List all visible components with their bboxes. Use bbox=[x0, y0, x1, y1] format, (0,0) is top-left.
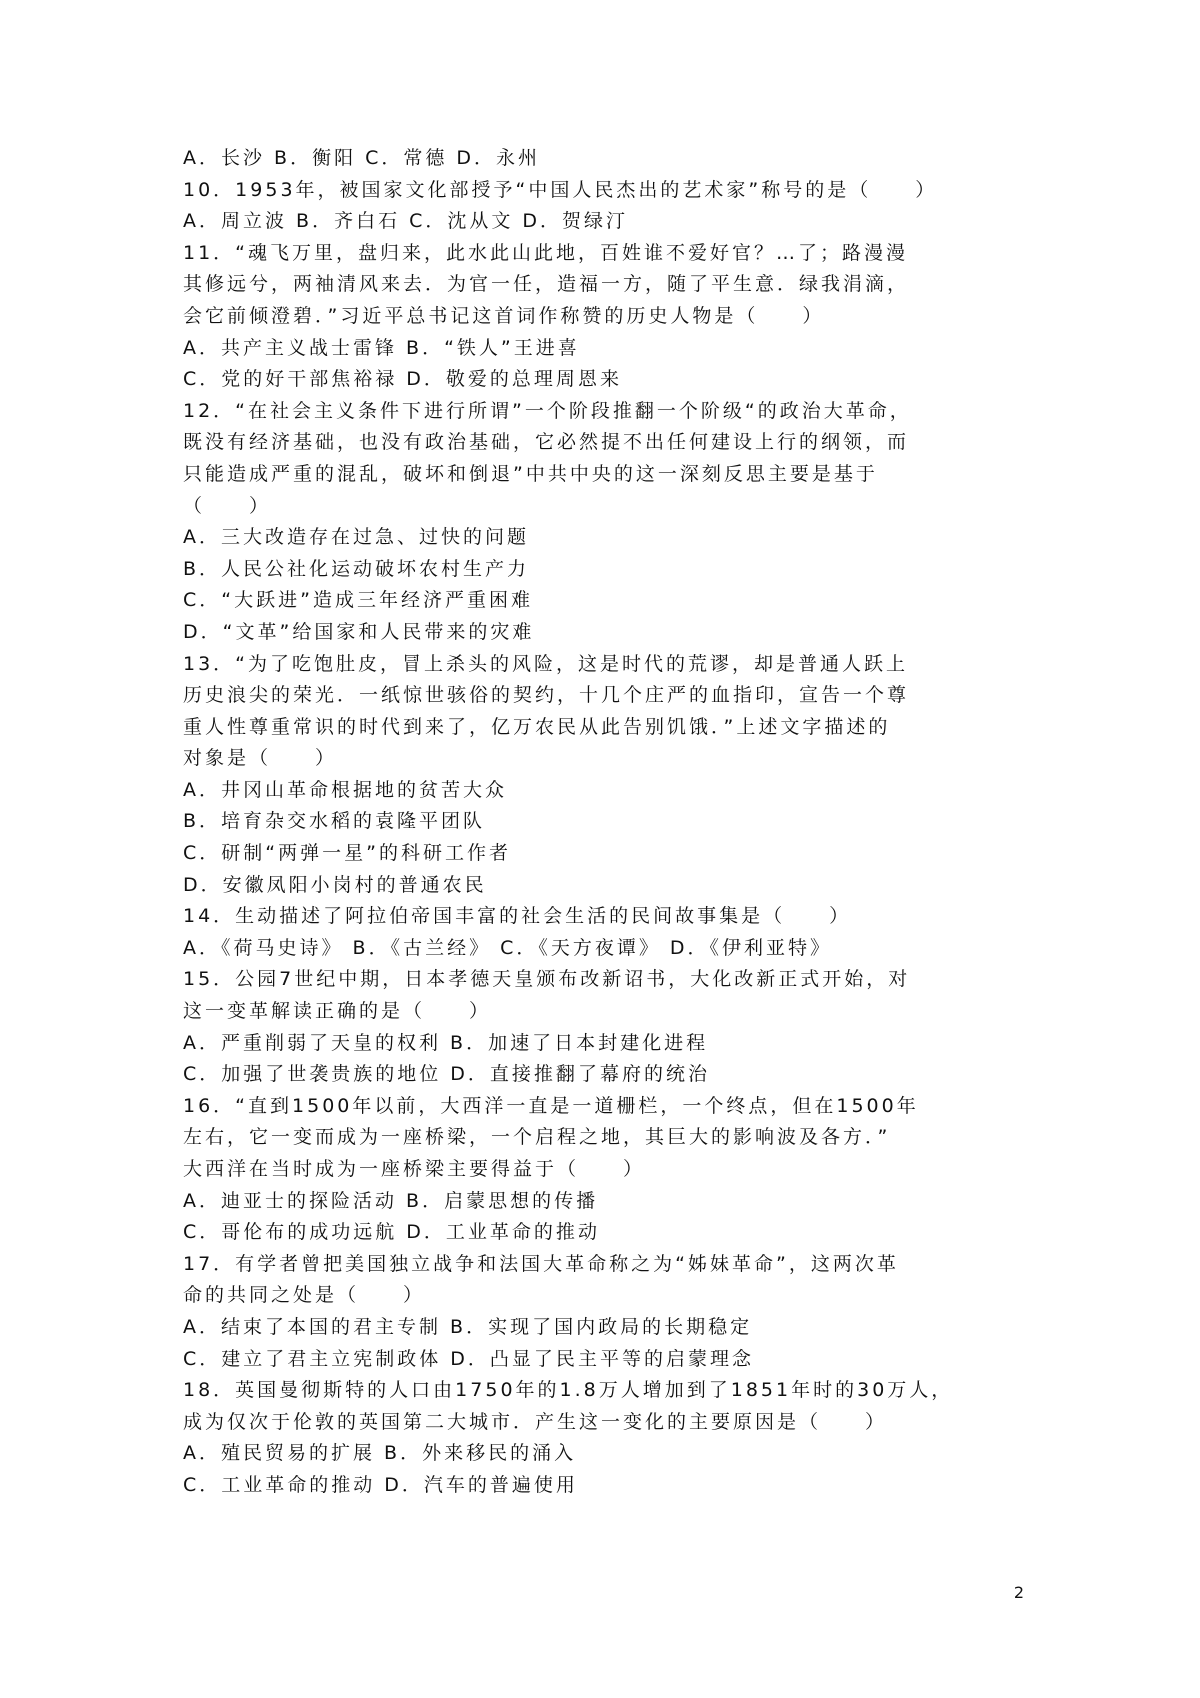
document-text-line: C．“大跃进”造成三年经济严重困难 bbox=[183, 589, 533, 612]
document-text-line: 重人性尊重常识的时代到来了，亿万农民从此告别饥饿．”上述文字描述的 bbox=[183, 715, 891, 738]
document-text-line: A．共产主义战士雷锋 B．“铁人”王进喜 bbox=[183, 336, 580, 359]
document-text-line: A．结束了本国的君主专制 B．实现了国内政局的长期稳定 bbox=[183, 1315, 753, 1338]
document-text-line: B．人民公社化运动破坏农村生产力 bbox=[183, 557, 530, 580]
document-text-line: A．长沙 B．衡阳 C．常德 D．永州 bbox=[183, 147, 541, 169]
document-text-line: 大西洋在当时成为一座桥梁主要得益于（ ） bbox=[183, 1158, 646, 1180]
document-text-line: A．三大改造存在过急、过快的问题 bbox=[183, 526, 529, 549]
document-text-line: C．工业革命的推动 D．汽车的普遍使用 bbox=[183, 1473, 578, 1496]
document-text-line: 成为仅次于伦敦的英国第二大城市．产生这一变化的主要原因是（ ） bbox=[183, 1410, 888, 1433]
document-text-line: A．殖民贸易的扩展 B．外来移民的涌入 bbox=[183, 1442, 577, 1465]
document-text-line: C．党的好干部焦裕禄 D．敬爱的总理周恩来 bbox=[183, 368, 622, 391]
document-text-line: 10．1953年，被国家文化部授予“中国人民杰出的艺术家”称号的是（ ） bbox=[183, 178, 938, 201]
document-text-line: 历史浪尖的荣光．一纸惊世骇俗的契约，十几个庄严的血指印，宣告一个尊 bbox=[183, 684, 910, 707]
document-text-line: （ ） bbox=[183, 494, 272, 517]
page-number: 2 bbox=[1013, 1583, 1024, 1602]
question-text-block bbox=[183, 143, 1043, 1502]
document-text-line: 对象是（ ） bbox=[183, 747, 338, 770]
document-text-line: A．严重削弱了天皇的权利 B．加速了日本封建化进程 bbox=[183, 1031, 709, 1054]
document-text-line: A．《荷马史诗》 B．《古兰经》 C．《天方夜谭》 D．《伊利亚特》 bbox=[183, 936, 833, 959]
document-text-line: A．井冈山革命根据地的贫苦大众 bbox=[183, 778, 507, 801]
document-text-line: 其修远兮，两袖清风来去．为官一任，造福一方，随了平生意．绿我涓滴， bbox=[183, 273, 910, 296]
document-text-line: C．哥伦布的成功远航 D．工业革命的推动 bbox=[183, 1221, 600, 1244]
document-text-line: C．加强了世袭贵族的地位 D．直接推翻了幕府的统治 bbox=[183, 1063, 710, 1086]
document-text-line: D．安徽凤阳小岗村的普通农民 bbox=[183, 873, 487, 896]
document-text-line: 会它前倾澄碧．”习近平总书记这首词作称赞的历史人物是（ ） bbox=[183, 304, 825, 327]
document-text-line: A．迪亚士的探险活动 B．启蒙思想的传播 bbox=[183, 1189, 599, 1212]
document-text-line: 只能造成严重的混乱，破坏和倒退”中共中央的这一深刻反思主要是基于 bbox=[183, 462, 878, 485]
document-text-line: 12．“在社会主义条件下进行所谓”一个阶段推翻一个阶级“的政治大革命， bbox=[183, 399, 912, 422]
document-text-line: 18．英国曼彻斯特的人口由1750年的1.8万人增加到了1851年时的30万人， bbox=[183, 1379, 954, 1402]
document-text-line: 15．公园7世纪中期，日本孝德天皇颁布改新诏书，大化改新正式开始，对 bbox=[183, 968, 911, 991]
document-text-line: 13．“为了吃饱肚皮，冒上杀头的风险，这是时代的荒谬，却是普通人跃上 bbox=[183, 652, 909, 675]
document-text-line: A．周立波 B．齐白石 C．沈从文 D．贺绿汀 bbox=[183, 210, 629, 233]
document-text-line: C．建立了君主立宪制政体 D．凸显了民主平等的启蒙理念 bbox=[183, 1347, 754, 1370]
document-text-line: 16．“直到1500年以前，大西洋一直是一道栅栏，一个终点，但在1500年 bbox=[183, 1094, 919, 1117]
document-text-line: 14．生动描述了阿拉伯帝国丰富的社会生活的民间故事集是（ ） bbox=[183, 905, 852, 928]
document-text-line: 这一变革解读正确的是（ ） bbox=[183, 1000, 492, 1023]
document-text-line: 命的共同之处是（ ） bbox=[183, 1284, 426, 1307]
document-text-line: 既没有经济基础，也没有政治基础，它必然提不出任何建设上行的纲领，而 bbox=[183, 431, 910, 454]
document-text-line: B．培育杂交水稻的袁隆平团队 bbox=[183, 810, 486, 833]
document-text-line: 17．有学者曾把美国独立战争和法国大革命称之为“姊妹革命”，这两次革 bbox=[183, 1252, 899, 1275]
document-text-line: 11．“魂飞万里，盘归来，此水此山此地，百姓谁不爱好官？…了；路漫漫 bbox=[183, 241, 909, 264]
document-text-line: 左右，它一变而成为一座桥梁，一个启程之地，其巨大的影响波及各方．” bbox=[183, 1126, 891, 1149]
document-text-line: D．“文革”给国家和人民带来的灾难 bbox=[183, 620, 535, 643]
document-text-line: C．研制“两弹一星”的科研工作者 bbox=[183, 842, 511, 865]
